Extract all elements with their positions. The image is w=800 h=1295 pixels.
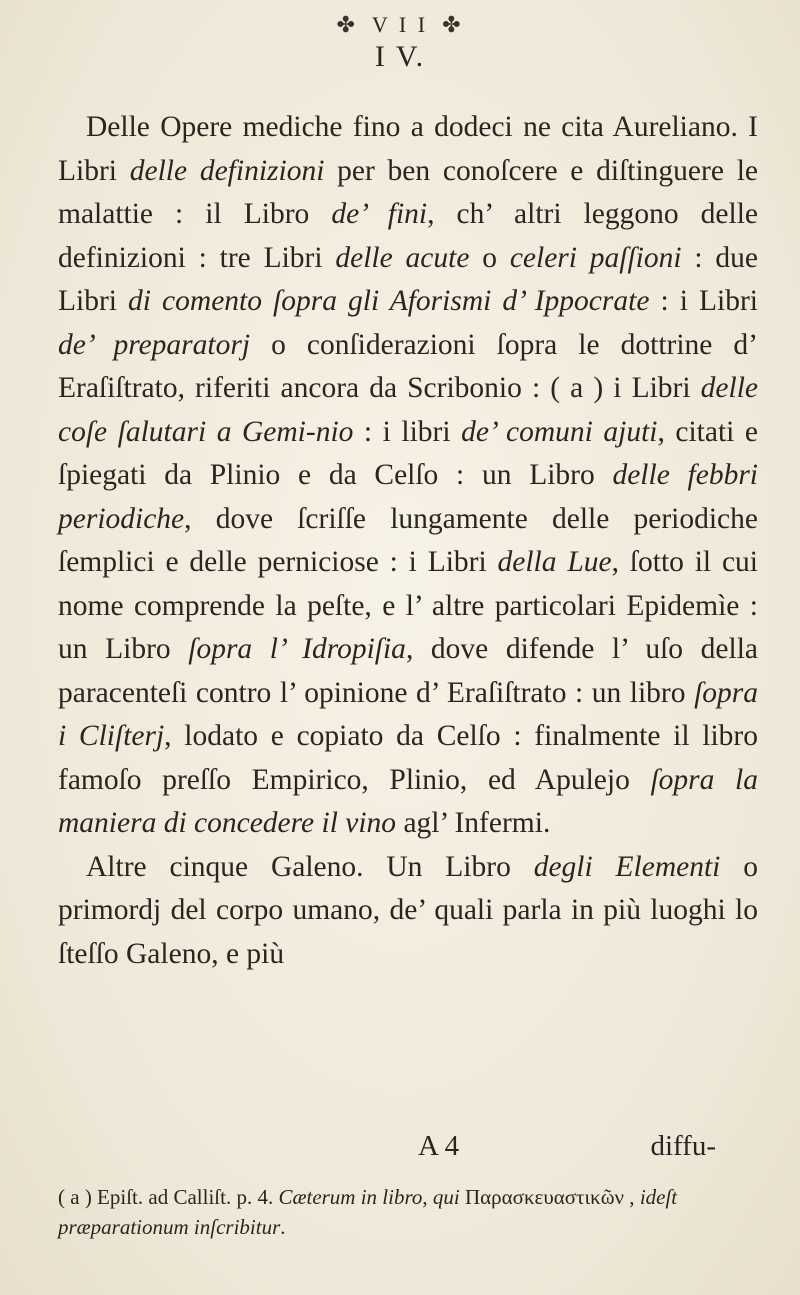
text-run: Delle Opere mediche fino a dodeci ne cita Aureliano. I Libri <box>58 111 758 187</box>
text-run: . <box>280 1215 286 1239</box>
paragraph-2 <box>58 846 758 977</box>
footnote <box>58 1182 758 1242</box>
greek-text: Παρασκευαστικῶν , <box>459 1185 640 1209</box>
page-header <box>0 12 800 74</box>
italic-title: degli Elementi <box>533 850 721 883</box>
text-run: : i libri <box>353 415 462 448</box>
fleuron-left-icon: ✤ <box>336 12 358 37</box>
italic-text: Cæterum in libro <box>278 1185 423 1209</box>
text-run: o primordj del corpo umano, de’ quali parla in più luoghi lo ſteſſo Galeno, e più <box>58 850 758 970</box>
italic-title: ſopra i Cliſterj <box>58 676 758 752</box>
page-number: V I I <box>371 12 429 37</box>
italic-title: ſopra l’ Idropiſia <box>188 633 406 665</box>
italic-title: della Lue <box>497 546 612 578</box>
running-head <box>0 12 800 38</box>
italic-title: di comento ſopra gli Aforismi d’ Ippocrate <box>128 285 650 317</box>
italic-title: delle coſe ſalutari a Gemi-nio <box>58 372 758 448</box>
text-run: o <box>469 241 510 274</box>
italic-text: ideſt præparationum inſcribitur <box>58 1185 678 1239</box>
signature-mark: A 4 <box>418 1130 460 1162</box>
text-run: , lodato e copiato da Celſo : finalmente il libro famoſo preſſo Empirico, Plinio, ed Apulejo <box>58 720 758 796</box>
italic-title: de’ fini <box>331 198 428 230</box>
text-run: agl’ Infermi. <box>396 807 551 839</box>
main-text <box>58 106 758 976</box>
italic-title: de’ preparatorj <box>58 328 251 361</box>
text-run: : due Libri <box>58 241 759 317</box>
signature-line <box>58 1130 758 1174</box>
italic-title: delle febbri periodiche <box>58 459 758 535</box>
text-run: , <box>422 1185 433 1209</box>
fleuron-right-icon: ✤ <box>442 12 464 37</box>
italic-title: ſopra la maniera di concedere il vino <box>58 763 758 839</box>
text-run: , ch’ altri leggono delle definizioni : tre Libri <box>58 198 758 274</box>
catchword: diffu- <box>650 1130 716 1162</box>
text-run: o conſiderazioni ſopra le dottrine d’ Eraſiſtrato, riferiti ancora da Scribonio : ( a ) i Libri <box>58 328 758 404</box>
text-run: per ben conoſcere e diſtinguere le malattie : il Libro <box>58 154 758 230</box>
text-run: , ſotto il cui nome comprende la peſte, e l’ altre particolari Epidemìe : un Libro <box>58 546 758 665</box>
text-run: ( a ) Epiſt. ad Calliſt. p. 4. <box>58 1185 279 1209</box>
italic-title: de’ comuni ajuti <box>461 415 658 448</box>
text-run: , dove ſcriſſe lungamente delle periodiche ſemplici e delle perniciose : i Libri <box>58 502 758 578</box>
text-run: , dove difende l’ uſo della paracenteſi contro l’ opinione d’ Eraſiſtrato : un libro <box>58 633 758 709</box>
text-run: , citati e ſpiegati da Plinio e da Celſo : un Libro <box>58 415 758 491</box>
text-run: : i Libri <box>649 285 758 317</box>
italic-title: delle definizioni <box>129 154 325 187</box>
paragraph-1 <box>58 106 758 846</box>
text-run: Altre cinque Galeno. Un Libro <box>86 850 534 883</box>
italic-title: celeri paſſioni <box>509 241 682 274</box>
italic-title: delle acute <box>335 241 470 274</box>
section-number: I V. <box>374 40 426 73</box>
italic-text: qui <box>432 1185 460 1209</box>
